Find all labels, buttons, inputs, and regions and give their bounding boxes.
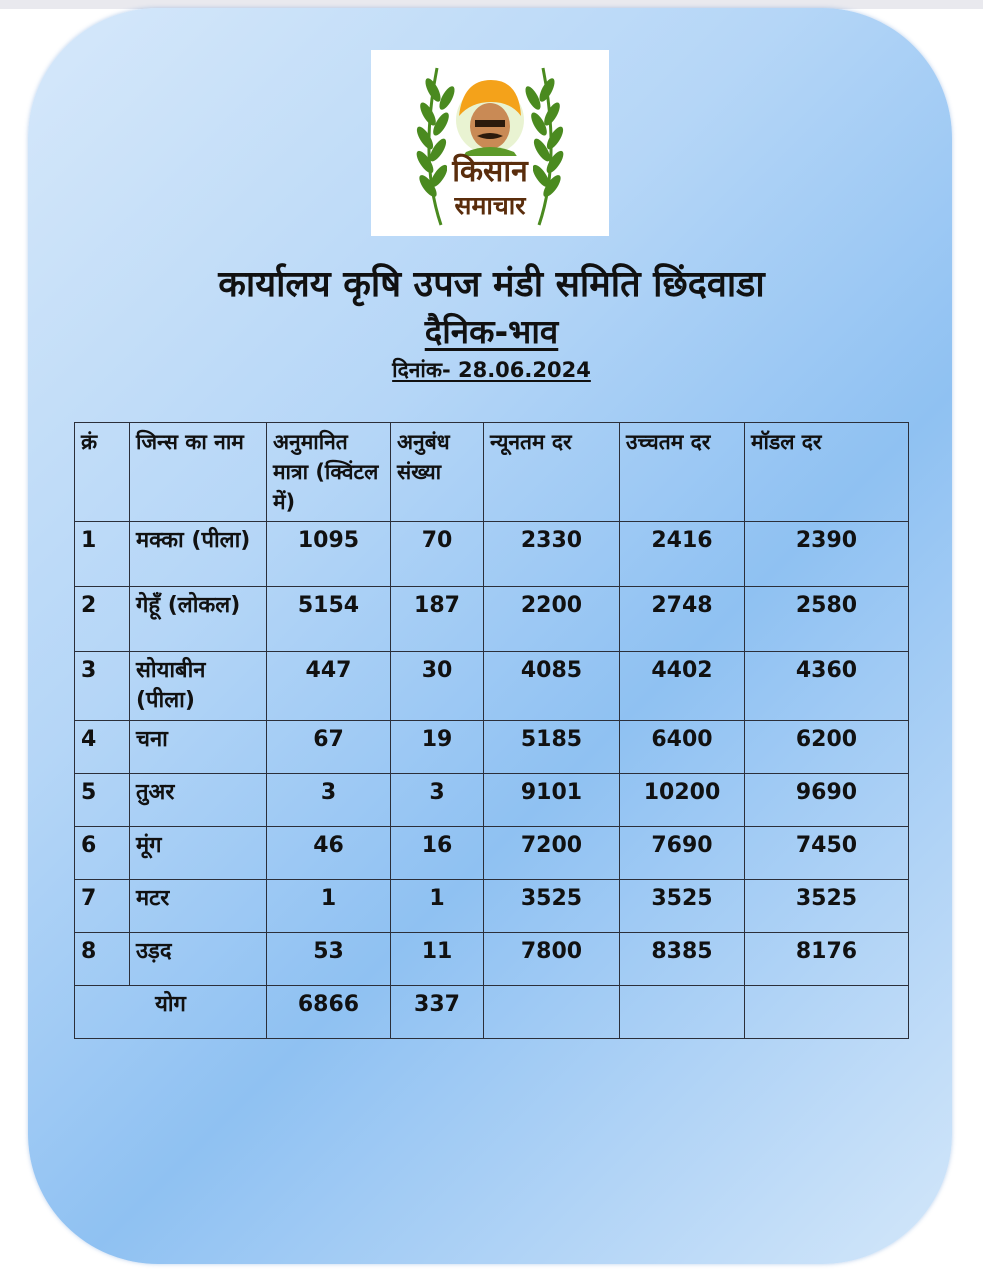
cell-contracts: 187 [391,587,484,652]
table-row [75,652,909,721]
total-quantity: 6866 [267,986,391,1039]
report-date: दिनांक- 28.06.2024 [392,358,591,382]
cell-crop: उड़द [130,933,267,986]
daily-rates-table [74,422,909,1039]
cell-contracts: 11 [391,933,484,986]
cell-max-rate: 10200 [620,774,745,827]
col-header-contracts: अनुबंध संख्या [391,423,484,522]
cell-quantity: 1 [267,880,391,933]
cell-crop: चना [130,721,267,774]
cell-serial: 5 [75,774,130,827]
total-empty-cell [620,986,745,1039]
cell-contracts: 70 [391,522,484,587]
cell-crop: मूंग [130,827,267,880]
report-title: दैनिक-भाव [424,312,559,351]
cell-min-rate: 3525 [484,880,620,933]
col-header-serial: क्रं [75,423,130,522]
table-row [75,587,909,652]
total-empty-cell [484,986,620,1039]
cell-min-rate: 7800 [484,933,620,986]
table-row [75,880,909,933]
cell-contracts: 1 [391,880,484,933]
kisan-samachar-logo [371,50,609,236]
cell-max-rate: 4402 [620,652,745,721]
table-total-row [75,986,909,1039]
cell-serial: 4 [75,721,130,774]
cell-max-rate: 7690 [620,827,745,880]
cell-modal-rate: 2390 [745,522,909,587]
cell-modal-rate: 7450 [745,827,909,880]
cell-quantity: 447 [267,652,391,721]
cell-min-rate: 7200 [484,827,620,880]
logo-text-line2: समाचार [454,191,526,220]
cell-contracts: 3 [391,774,484,827]
cell-crop: सोयाबीन (पीला) [130,652,267,721]
cell-serial: 1 [75,522,130,587]
cell-max-rate: 2416 [620,522,745,587]
cell-quantity: 3 [267,774,391,827]
cell-min-rate: 2330 [484,522,620,587]
cell-quantity: 1095 [267,522,391,587]
cell-crop: तुअर [130,774,267,827]
cell-contracts: 19 [391,721,484,774]
total-contracts: 337 [391,986,484,1039]
table-row [75,774,909,827]
cell-max-rate: 8385 [620,933,745,986]
cell-min-rate: 9101 [484,774,620,827]
office-title: कार्यालय कृषि उपज मंडी समिति छिंदवाडा [218,264,765,305]
cell-min-rate: 4085 [484,652,620,721]
cell-contracts: 30 [391,652,484,721]
cell-serial: 3 [75,652,130,721]
cell-quantity: 46 [267,827,391,880]
cell-max-rate: 6400 [620,721,745,774]
cell-modal-rate: 6200 [745,721,909,774]
col-header-crop: जिन्स का नाम [130,423,267,522]
cell-min-rate: 2200 [484,587,620,652]
table-row [75,522,909,587]
col-header-max-rate: उच्चतम दर [620,423,745,522]
total-label: योग [75,986,267,1039]
cell-modal-rate: 8176 [745,933,909,986]
cell-crop: गेहूँ (लोकल) [130,587,267,652]
table-row [75,827,909,880]
table-header-row [75,423,909,522]
cell-max-rate: 3525 [620,880,745,933]
cell-crop: मक्का (पीला) [130,522,267,587]
cell-min-rate: 5185 [484,721,620,774]
cell-max-rate: 2748 [620,587,745,652]
cell-quantity: 53 [267,933,391,986]
cell-crop: मटर [130,880,267,933]
cell-serial: 7 [75,880,130,933]
cell-serial: 2 [75,587,130,652]
cell-contracts: 16 [391,827,484,880]
total-empty-cell [745,986,909,1039]
col-header-modal-rate: मॉडल दर [745,423,909,522]
cell-modal-rate: 3525 [745,880,909,933]
cell-serial: 6 [75,827,130,880]
cell-modal-rate: 2580 [745,587,909,652]
cell-modal-rate: 9690 [745,774,909,827]
logo-text-line1: किसान [452,154,528,189]
table-row [75,721,909,774]
cell-quantity: 67 [267,721,391,774]
col-header-quantity: अनुमानित मात्रा (क्विंटल में) [267,423,391,522]
table-row [75,933,909,986]
cell-serial: 8 [75,933,130,986]
cell-modal-rate: 4360 [745,652,909,721]
col-header-min-rate: न्यूनतम दर [484,423,620,522]
cell-quantity: 5154 [267,587,391,652]
